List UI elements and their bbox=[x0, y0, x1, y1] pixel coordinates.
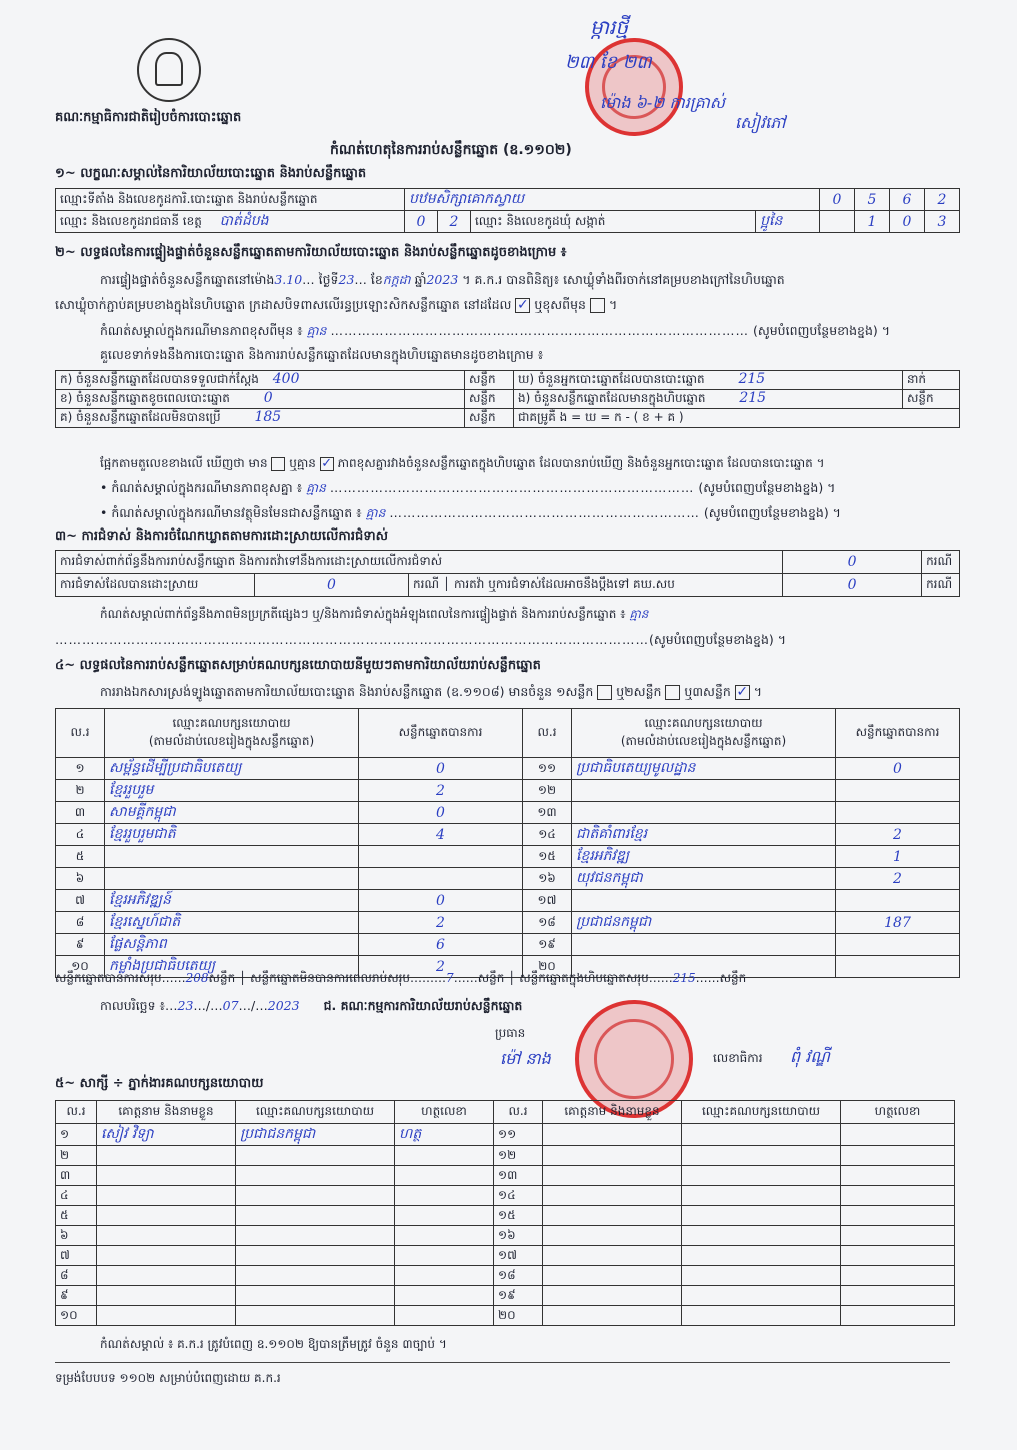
party-votes bbox=[836, 802, 960, 824]
table-row bbox=[56, 758, 960, 780]
province-value: បាត់ដំបង bbox=[219, 213, 269, 229]
row-number: ២ bbox=[56, 780, 105, 802]
commune-code-digit: 0 bbox=[890, 211, 925, 233]
party-votes: 2 bbox=[359, 780, 523, 802]
witness-party bbox=[236, 1246, 395, 1266]
col-no-header: ល.រ bbox=[56, 1101, 97, 1124]
witness-party bbox=[682, 1226, 841, 1246]
row-number: ៦ bbox=[56, 1226, 97, 1246]
table-row bbox=[56, 780, 960, 802]
day-value: 23 bbox=[338, 272, 355, 287]
unit-label: សន្លឹក bbox=[903, 390, 960, 409]
witness-name bbox=[97, 1166, 236, 1186]
witness-name bbox=[543, 1186, 682, 1206]
witness-signature bbox=[395, 1286, 494, 1306]
witness-party bbox=[682, 1246, 841, 1266]
row-number: ១៨ bbox=[523, 912, 572, 934]
witness-signature bbox=[841, 1146, 955, 1166]
witness-party: ប្រជាជនកម្ពុជា bbox=[236, 1124, 395, 1146]
sheets-count-line: ការរាងឯកសារស្រង់ទ្បូងឆ្នោតតាមការិយាល័យបោះឆ្នោត និងរាប់សន្លឹកឆ្នោត (ឧ.១១០៨) មានចំនួន ១សន្លឹក ឬ២សន្លឹក ឬ៣សន្លឹក ✓ ។ bbox=[100, 684, 763, 700]
witness-party bbox=[236, 1146, 395, 1166]
date-line: កាលបរិច្ឆេទ ៖…23…/…07…/…2023 ជ. គណៈកម្មការការិយាល័យរាប់សន្លឹកឆ្នោត bbox=[100, 998, 523, 1013]
party-name bbox=[572, 802, 836, 824]
unit-label: នាក់ bbox=[903, 371, 960, 390]
party-votes bbox=[836, 780, 960, 802]
witness-party bbox=[236, 1226, 395, 1246]
witness-signature bbox=[841, 1266, 955, 1286]
row-number: ៧ bbox=[56, 890, 105, 912]
row-number: ៥ bbox=[56, 846, 105, 868]
table-row bbox=[56, 1206, 955, 1226]
row-number: ១៣ bbox=[523, 802, 572, 824]
table-row bbox=[56, 1306, 955, 1326]
col-party-header: ឈ្មោះគណបក្សនយោបាយ (តាមលំដាប់លេខរៀងក្នុងសន្លឹកឆ្នោត) bbox=[572, 709, 836, 758]
party-results-table bbox=[55, 708, 960, 978]
witness-name bbox=[97, 1266, 236, 1286]
commune-value: ប្អូនៃ bbox=[756, 211, 820, 233]
compare-line: ផ្អែកតាមតួលេខខាងលើ ឃើញថា មាន ឬគ្មាន ✓ ភាពខុសគ្នារវាងចំនួនសន្លឹកឆ្នោតក្នុងហិបឆ្នោត ដែលបានរាប់ឃើញ និងចំនួនអ្នកបោះឆ្នោត ដែលបានបោះឆ្នោត ។ bbox=[100, 455, 825, 471]
party-name: ខ្មែរអភិវឌ្ឍ bbox=[572, 846, 836, 868]
party-name bbox=[572, 934, 836, 956]
witness-name bbox=[97, 1146, 236, 1166]
unit-label: ករណី bbox=[922, 574, 960, 597]
year-value: 2023 bbox=[426, 272, 459, 287]
row-number: ៤ bbox=[56, 824, 105, 846]
row-number: ១៥ bbox=[523, 846, 572, 868]
table-row bbox=[56, 846, 960, 868]
three-sheets-checkbox[interactable]: ✓ bbox=[736, 684, 749, 700]
party-name bbox=[105, 868, 359, 890]
form-title: កំណត់ហេតុនៃការរាប់សន្លឹកឆ្នោត (ឧ.១១០២) bbox=[330, 142, 572, 158]
table-row bbox=[56, 1124, 955, 1146]
office-label: ឈ្មោះទីតាំង និងលេខកូដការិ.បោះឆ្នោត និងរាប់សន្លឹកឆ្នោត bbox=[56, 189, 405, 211]
col-votes-header: សន្លឹកឆ្នោតបានការ bbox=[836, 709, 960, 758]
party-name: ខ្មែររួបរួមជាតិ bbox=[105, 824, 359, 846]
witness-signature bbox=[395, 1186, 494, 1206]
committee-name: គណៈកម្មាធិការជាតិរៀបចំការបោះឆ្នោត bbox=[55, 110, 242, 125]
unit-label: ករណី bbox=[922, 551, 960, 574]
bullet1-value: គ្មាន bbox=[306, 480, 326, 495]
witness-signature bbox=[395, 1246, 494, 1266]
resolved-value: 0 bbox=[255, 574, 409, 597]
stamp-note-line4: សៀវភៅ bbox=[735, 113, 786, 132]
witness-party bbox=[682, 1286, 841, 1306]
party-name: ជាតិគាំពារខ្មែរ bbox=[572, 824, 836, 846]
table-row bbox=[56, 1226, 955, 1246]
row-number: ១០ bbox=[56, 956, 105, 978]
row-number: ១២ bbox=[494, 1146, 543, 1166]
changed-note-value: គ្មាន bbox=[306, 323, 327, 338]
table-row bbox=[56, 1286, 955, 1306]
row-number: ៤ bbox=[56, 1186, 97, 1206]
totals-line: សន្លឹកឆ្នោតបានការសរុប……208សន្លឹក │ សន្លឹកឆ្នោតមិនបានការពេលរាប់សរុប………7……សន្លឹក │ សន្លឹកឆ្នោតក្នុងហិបឆ្នោតសរុប……215……សន្លឹក bbox=[55, 971, 747, 985]
col-name-header: គោត្តនាម និងនាមខ្លួន bbox=[543, 1101, 682, 1124]
row-number: ១១ bbox=[523, 758, 572, 780]
row-number: ១ bbox=[56, 1124, 97, 1146]
party-votes: 0 bbox=[359, 890, 523, 912]
bullet2-value: គ្មាន bbox=[365, 505, 386, 520]
secretary-label: លេខាធិការ bbox=[713, 1051, 763, 1065]
witness-name bbox=[97, 1226, 236, 1246]
row-number: ៩ bbox=[56, 934, 105, 956]
witness-party bbox=[236, 1186, 395, 1206]
party-name bbox=[572, 780, 836, 802]
witness-name bbox=[97, 1246, 236, 1266]
voters-count-label: ឃ) ចំនួនអ្នកបោះឆ្នោតដែលបានបោះឆ្នោត bbox=[518, 372, 705, 386]
row-number: ១៦ bbox=[523, 868, 572, 890]
party-votes bbox=[359, 868, 523, 890]
witness-party bbox=[682, 1206, 841, 1226]
commune-code-digit: 3 bbox=[925, 211, 960, 233]
witness-name: សៀវ វិទ្យា bbox=[97, 1124, 236, 1146]
office-code-digit: 5 bbox=[855, 189, 890, 211]
witness-party bbox=[236, 1266, 395, 1286]
table-row bbox=[56, 934, 960, 956]
row-number: ៧ bbox=[56, 1246, 97, 1266]
row-number: ១៤ bbox=[523, 824, 572, 846]
row-number: ៣ bbox=[56, 802, 105, 824]
party-votes: 6 bbox=[359, 934, 523, 956]
party-name: ខ្មែរអភិវឌ្ឍន៍ bbox=[105, 890, 359, 912]
box-ballots-value: 215 bbox=[739, 390, 767, 406]
seal-check-line: សោឃ្លុំចាក់ភ្ជាប់គម្របខាងក្នុងនៃហិបឆ្នោត ក្រដាសបិទពាសលើរន្ធប្រឡោះសិកសន្លឹកឆ្នោត នៅដដែល ✓ ឬខុសពីមុន ។ bbox=[55, 297, 618, 313]
row-number: ២ bbox=[56, 1146, 97, 1166]
witness-signature bbox=[395, 1146, 494, 1166]
party-votes: 2 bbox=[359, 912, 523, 934]
bullet2-line: • កំណត់សម្គាល់ក្នុងករណីមានវត្ថុមិនមែនជាសន្លឹកឆ្នោត ៖ គ្មាន …………………………………………………………… (សូមបំពេញបន្ថែមខាងខ្នង) ។ bbox=[100, 505, 841, 520]
party-name bbox=[105, 846, 359, 868]
section1-table bbox=[55, 188, 960, 233]
total-valid-value: 208 bbox=[185, 971, 209, 985]
row-number: ១២ bbox=[523, 780, 572, 802]
footer-divider bbox=[55, 1362, 950, 1363]
table-row bbox=[56, 1146, 955, 1166]
commune-code-digit: 1 bbox=[855, 211, 890, 233]
party-name: ប្រជាជនកម្ពុជា bbox=[572, 912, 836, 934]
witness-signature bbox=[841, 1306, 955, 1326]
witness-name bbox=[97, 1306, 236, 1326]
row-number: ១៩ bbox=[523, 934, 572, 956]
row-number: ២០ bbox=[494, 1306, 543, 1326]
witness-name bbox=[543, 1146, 682, 1166]
witness-signature bbox=[841, 1286, 955, 1306]
witness-party bbox=[682, 1124, 841, 1146]
table-row bbox=[56, 1166, 955, 1186]
changed-checkbox[interactable] bbox=[590, 298, 605, 313]
secretary-signature: ពុំ វណ្ឌី bbox=[790, 1047, 830, 1066]
witness-name bbox=[543, 1286, 682, 1306]
witness-party bbox=[236, 1286, 395, 1306]
party-votes: 4 bbox=[359, 824, 523, 846]
row-number: ១៧ bbox=[494, 1246, 543, 1266]
witness-party bbox=[236, 1306, 395, 1326]
irregularity-note-value: គ្មាន bbox=[629, 607, 649, 621]
witness-name bbox=[543, 1266, 682, 1286]
appeal-label: ការតវ៉ា ឬការជំទាស់ដែលអាចនឹងប្តឹងទៅ គឃ.សប bbox=[453, 577, 675, 591]
section3-title: ៣~ ការជំទាស់ និងការចំណែកឃ្លាតតាមការដោះស្រាយលើការជំទាស់ bbox=[55, 529, 388, 544]
witness-party bbox=[236, 1206, 395, 1226]
witness-signature bbox=[395, 1166, 494, 1186]
row-number: ៥ bbox=[56, 1206, 97, 1226]
witness-party bbox=[682, 1306, 841, 1326]
table-row bbox=[56, 868, 960, 890]
date-day: 23 bbox=[177, 998, 194, 1013]
count-intro: គួលេខទាក់ទងនឹងការបោះឆ្នោត និងការរាប់សន្លឹកឆ្នោតដែលមានក្នុងហិបឆ្នោតមានដូចខាងក្រោម ៖ bbox=[100, 347, 544, 362]
party-votes: 2 bbox=[836, 824, 960, 846]
party-votes: 1 bbox=[836, 846, 960, 868]
row-number: ៣ bbox=[56, 1166, 97, 1186]
col-name-header: គោត្តនាម និងនាមខ្លួន bbox=[97, 1101, 236, 1124]
party-votes bbox=[836, 890, 960, 912]
party-votes: 2 bbox=[359, 956, 523, 978]
witness-signature bbox=[841, 1226, 955, 1246]
objections-label: ការជំទាស់ពាក់ព័ន្ធនឹងការរាប់សន្លឹកឆ្នោត និងការតវ៉ាទៅនឹងការដោះស្រាយលើការជំទាស់ bbox=[56, 551, 783, 574]
province-code-digit: 0 bbox=[405, 211, 438, 233]
witness-table bbox=[55, 1100, 955, 1326]
party-name: សាមគ្គីកម្ពុជា bbox=[105, 802, 359, 824]
row-number: ១៨ bbox=[494, 1266, 543, 1286]
row-number: ១០ bbox=[56, 1306, 97, 1326]
witness-signature bbox=[841, 1124, 955, 1146]
office-value: បឋមសិក្សាគោកស្វាយ bbox=[405, 189, 820, 211]
date-year: 2023 bbox=[267, 998, 300, 1013]
row-number: ៨ bbox=[56, 1266, 97, 1286]
objections-table: ការជំទាស់ពាក់ព័ន្ធនឹងការរាប់សន្លឹកឆ្នោត និងការតវ៉ាទៅនឹងការដោះស្រាយលើការជំទាស់ 0 ករណី ការជំទាស់ដែលបានដោះស្រាយ 0 ករណី │ ការតវ៉ា ឬការជំទាស់ដែលអាចនឹងប្តឹងទៅ គឃ.សប 0 ករណី bbox=[55, 550, 960, 597]
row-number: ១៥ bbox=[494, 1206, 543, 1226]
two-sheets-checkbox[interactable] bbox=[665, 685, 680, 700]
row-number: ១១ bbox=[494, 1124, 543, 1146]
month-value: កក្កដា bbox=[382, 272, 411, 287]
commune-label: ឈ្មោះ និងលេខកូដឃុំ សង្កាត់ bbox=[471, 211, 756, 233]
province-label: ឈ្មោះ និងលេខកូដរាជធានី ខេត្ត បាត់ដំបង bbox=[56, 211, 405, 233]
national-election-committee-logo-icon bbox=[137, 38, 201, 102]
received-ballots-value: 400 bbox=[272, 371, 300, 387]
irregularity-fill-line: ……………………………………………………………………………………………………………………(សូមបំពេញបន្ថែមខាងខ្នង) ។ bbox=[55, 632, 787, 647]
witness-name bbox=[97, 1286, 236, 1306]
col-party-header: ឈ្មោះគណបក្សនយោបាយ bbox=[236, 1101, 395, 1124]
party-votes: 0 bbox=[359, 802, 523, 824]
table-row bbox=[56, 802, 960, 824]
row-number: ១៧ bbox=[523, 890, 572, 912]
section4-title: ៤~ លទ្ធផលនៃការរាប់សន្លឹកឆ្នោតសម្រាប់គណបក្សនយោបាយនីមួយៗតាមការិយាល័យរាប់សន្លឹកឆ្នោត bbox=[55, 658, 541, 673]
party-name: យុវជនកម្ពុជា bbox=[572, 868, 836, 890]
witness-signature bbox=[841, 1166, 955, 1186]
counting-committee-label: ជ. គណៈកម្មការការិយាល័យរាប់សន្លឹកឆ្នោត bbox=[323, 998, 523, 1013]
party-votes: 2 bbox=[836, 868, 960, 890]
row-number: ២០ bbox=[523, 956, 572, 978]
stamp-note-line2: ២៣ ខែ ២៣ bbox=[565, 52, 652, 73]
col-votes-header: សន្លឹកឆ្នោតបានការ bbox=[359, 709, 523, 758]
office-code-digit: 6 bbox=[890, 189, 925, 211]
unit-label: សន្លឹក bbox=[465, 409, 514, 428]
party-votes: 0 bbox=[359, 758, 523, 780]
section2-title: ២~ លទ្ធផលនៃការផ្ទៀងផ្ទាត់ចំនួនសន្លឹកឆ្នោតតាមការិយាល័យបោះឆ្នោត និងរាប់សន្លឹកឆ្នោតដូចខាងក្រោម ៖ bbox=[55, 245, 567, 260]
witness-signature bbox=[395, 1206, 494, 1226]
witness-party bbox=[682, 1166, 841, 1186]
party-name: ប្រជាធិបតេយ្យមូលដ្ឋាន bbox=[572, 758, 836, 780]
witness-signature bbox=[841, 1206, 955, 1226]
col-party-header: ឈ្មោះគណបក្សនយោបាយ (តាមលំដាប់លេខរៀងក្នុងសន្លឹកឆ្នោត) bbox=[105, 709, 359, 758]
table-row bbox=[56, 890, 960, 912]
col-party-header: ឈ្មោះគណបក្សនយោបាយ bbox=[682, 1101, 841, 1124]
count-row-label: ក) ចំនួនសន្លឹកឆ្នោតដែលបានទទួលជាក់ស្តែង 400 bbox=[56, 371, 465, 390]
date-month: 07 bbox=[222, 998, 239, 1013]
formula-label: ជាគម្រូគឺ ង = ឃ = ក - ( ខ + គ ) bbox=[514, 409, 960, 428]
province-code-digit: 2 bbox=[438, 211, 471, 233]
unit-label: សន្លឹក bbox=[465, 390, 514, 409]
witness-party bbox=[682, 1186, 841, 1206]
bullet1-line: • កំណត់សម្គាល់ក្នុងករណីមានភាពខុសគ្នា ៖ គ្មាន ……………………………………………………………………… (សូមបំពេញបន្ថែមខាងខ្នង) ។ bbox=[100, 480, 836, 495]
col-no-header: ល.រ bbox=[494, 1101, 543, 1124]
stamp-note-line3: ម៉ោង ៦-២ ការគ្រាស់ bbox=[600, 93, 726, 112]
witness-signature bbox=[395, 1266, 494, 1286]
spoiled-ballots-value: 0 bbox=[263, 390, 273, 406]
row-number: ១៦ bbox=[494, 1226, 543, 1246]
box-ballots-label: ង) ចំនួនសន្លឹកឆ្នោតដែលមានក្នុងហិបឆ្នោត bbox=[518, 391, 706, 405]
party-votes: 0 bbox=[836, 758, 960, 780]
section5-title: ៥~ សាក្សី ÷ ភ្នាក់ងារគណបក្សនយោបាយ bbox=[55, 1076, 264, 1091]
row-number: ៨ bbox=[56, 912, 105, 934]
witness-signature bbox=[395, 1306, 494, 1326]
unit-label: សន្លឹក bbox=[465, 371, 514, 390]
chair-signature: ម៉ៅ នាង bbox=[500, 1049, 551, 1068]
table-row bbox=[56, 912, 960, 934]
col-sign-header: ហត្ថលេខា bbox=[395, 1101, 494, 1124]
irregularity-note-line: កំណត់សម្គាល់ពាក់ព័ន្ធនឹងភាពមិនប្រក្រតីផ្សេងៗ ឬ/និងការជំទាស់ក្នុងអំឡុងពេលនៃការផ្ទៀងផ្ទាត់ និងការរាប់សន្លឹកឆ្នោត ៖ គ្មាន bbox=[100, 607, 649, 621]
party-votes bbox=[359, 846, 523, 868]
total-box-value: 215 bbox=[672, 971, 696, 985]
stamp-note-line1: ម្ការថ្មី bbox=[590, 15, 629, 39]
table-row bbox=[56, 1266, 955, 1286]
witness-party bbox=[682, 1146, 841, 1166]
unused-ballots-label: គ) ចំនួនសន្លឹកឆ្នោតដែលមិនបានប្រើ bbox=[60, 410, 221, 424]
party-name: ខ្មែររួបរួម bbox=[105, 780, 359, 802]
party-name: ខ្មែរស្នេហ៍ជាតិ bbox=[105, 912, 359, 934]
objections-value: 0 bbox=[783, 551, 922, 574]
witness-party bbox=[236, 1166, 395, 1186]
changed-note-line: កំណត់សម្គាល់ក្នុងករណីមានភាពខុសពីមុន ៖ គ្មាន ………………………………………………………………………………… (សូមបំពេញបន្ថែមខាងខ្នង) ។ bbox=[100, 323, 890, 338]
office-code-digit: 0 bbox=[820, 189, 855, 211]
section1-title: ១~ លក្ខណៈសម្គាល់នៃការិយាល័យបោះឆ្នោត និងរាប់សន្លឹកឆ្នោត bbox=[55, 166, 367, 181]
party-name bbox=[572, 890, 836, 912]
witness-name bbox=[543, 1206, 682, 1226]
intact-checkbox[interactable]: ✓ bbox=[517, 297, 529, 313]
witness-name bbox=[543, 1226, 682, 1246]
spoiled-ballots-label: ខ) ចំនួនសន្លឹកឆ្នោតខូចពេលបោះឆ្នោត bbox=[60, 391, 230, 405]
row-number: ១ bbox=[56, 758, 105, 780]
witness-signature bbox=[841, 1186, 955, 1206]
unused-ballots-value: 185 bbox=[254, 409, 282, 425]
row-number: ៩ bbox=[56, 1286, 97, 1306]
witness-signature: ហត្ថ bbox=[395, 1124, 494, 1146]
verification-time-line: ការផ្ទៀងផ្ទាត់ចំនួនសន្លឹកឆ្នោតនៅម៉ោង3.10… ថ្ងៃទី23… ខែកក្កដា ឆ្នាំ2023 ។ គ.ក.រ បានពិនិត្យ៖ សោឃ្លុំទាំងពីរចាក់នៅគម្របខាងក្រៅនៃហិបឆ្នោត bbox=[100, 272, 785, 287]
table-row bbox=[56, 824, 960, 846]
party-votes bbox=[836, 934, 960, 956]
witness-signature bbox=[395, 1226, 494, 1246]
witness-party bbox=[682, 1266, 841, 1286]
witness-name bbox=[543, 1306, 682, 1326]
row-number: ១៣ bbox=[494, 1166, 543, 1186]
ballot-count-table bbox=[55, 370, 960, 428]
witness-name bbox=[543, 1124, 682, 1146]
col-no-header: ល.រ bbox=[56, 709, 105, 758]
diff-no-checkbox[interactable]: ✓ bbox=[321, 455, 333, 471]
col-no-header: ល.រ bbox=[523, 709, 572, 758]
witness-name bbox=[97, 1206, 236, 1226]
row-number: ៦ bbox=[56, 868, 105, 890]
party-name: កម្លាំងប្រជាធិបតេយ្យ bbox=[105, 956, 359, 978]
resolved-label: ការជំទាស់ដែលបានដោះស្រាយ bbox=[56, 574, 255, 597]
one-sheet-checkbox[interactable] bbox=[597, 685, 612, 700]
witness-name bbox=[543, 1246, 682, 1266]
diff-yes-checkbox[interactable] bbox=[271, 457, 285, 471]
row-number: ១៩ bbox=[494, 1286, 543, 1306]
party-votes: 187 bbox=[836, 912, 960, 934]
party-name: សម្ព័ន្ធដើម្បីប្រជាធិបតេយ្យ bbox=[105, 758, 359, 780]
col-sign-header: ហត្ថលេខា bbox=[841, 1101, 955, 1124]
appeal-value: 0 bbox=[783, 574, 922, 597]
chair-label: ប្រធាន bbox=[495, 1026, 526, 1040]
table-row bbox=[56, 1246, 955, 1266]
table-row bbox=[56, 1186, 955, 1206]
voters-count-value: 215 bbox=[738, 371, 766, 387]
witness-name bbox=[97, 1186, 236, 1206]
office-code-digit: 2 bbox=[925, 189, 960, 211]
witness-signature bbox=[841, 1246, 955, 1266]
row-number: ១៤ bbox=[494, 1186, 543, 1206]
witness-name bbox=[543, 1166, 682, 1186]
time-value: 3.10 bbox=[274, 272, 303, 287]
form-footer: ទម្រង់បែបបទ ១១០២ សម្រាប់បំពេញដោយ គ.ក.រ bbox=[55, 1371, 281, 1385]
footer-note: កំណត់សម្គាល់ ៖ គ.ក.រ ត្រូវបំពេញ ឧ.១១០២ ឱ្យបានត្រឹមត្រូវ ចំនួន ៣ច្បាប់ ។ bbox=[100, 1337, 447, 1351]
total-invalid-value: 7 bbox=[446, 971, 454, 985]
party-name: ផ្លែសន្តិភាព bbox=[105, 934, 359, 956]
